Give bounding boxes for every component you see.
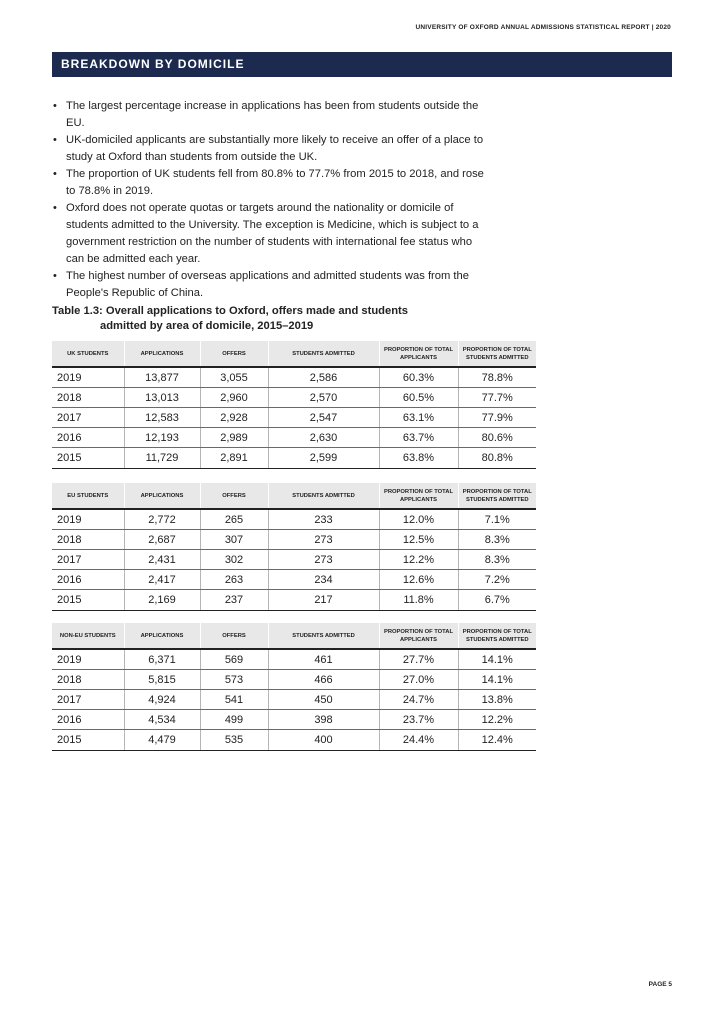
section-title: BREAKDOWN BY DOMICILE — [52, 52, 672, 77]
uk-students-table — [52, 341, 536, 469]
table-row — [52, 550, 536, 570]
year-cell: 2018 — [52, 388, 124, 408]
column-header: STUDENTS ADMITTED — [268, 341, 379, 367]
bullet-item: • UK-domiciled applicants are substantially more likely to receive an offer of a place to study at Oxford than students from outside the UK. — [52, 132, 492, 166]
table-row — [52, 590, 536, 611]
table-row — [52, 730, 536, 751]
table-cell: 2,417 — [124, 570, 200, 590]
table-header-row — [52, 623, 536, 649]
table-cell: 237 — [200, 590, 268, 611]
table-cell: 450 — [268, 690, 379, 710]
column-header: NON-EU STUDENTS — [52, 623, 124, 649]
table-cell: 6.7% — [458, 590, 536, 611]
table-cell: 302 — [200, 550, 268, 570]
table-cell: 6,371 — [124, 649, 200, 670]
table-cell: 2,586 — [268, 367, 379, 388]
table-cell: 11,729 — [124, 448, 200, 469]
table-cell: 7.1% — [458, 509, 536, 530]
table-cell: 77.7% — [458, 388, 536, 408]
column-header: STUDENTS ADMITTED — [268, 483, 379, 509]
table-cell: 24.4% — [379, 730, 458, 751]
year-cell: 2017 — [52, 690, 124, 710]
table-cell: 60.3% — [379, 367, 458, 388]
table-cell: 12.6% — [379, 570, 458, 590]
year-cell: 2019 — [52, 649, 124, 670]
table-cell: 23.7% — [379, 710, 458, 730]
table-cell: 273 — [268, 550, 379, 570]
table-cell: 78.8% — [458, 367, 536, 388]
column-header: PROPORTION OF TOTAL STUDENTS ADMITTED — [458, 483, 536, 509]
table-cell: 217 — [268, 590, 379, 611]
table-cell: 2,687 — [124, 530, 200, 550]
table-cell: 466 — [268, 670, 379, 690]
table-cell: 12.2% — [379, 550, 458, 570]
table-cell: 569 — [200, 649, 268, 670]
column-header: APPLICATIONS — [124, 483, 200, 509]
column-header: EU STUDENTS — [52, 483, 124, 509]
table-cell: 398 — [268, 710, 379, 730]
column-header: PROPORTION OF TOTAL STUDENTS ADMITTED — [458, 623, 536, 649]
running-header: UNIVERSITY OF OXFORD ANNUAL ADMISSIONS STATISTICAL REPORT | 2020 — [415, 24, 671, 31]
table-cell: 2,630 — [268, 428, 379, 448]
year-cell: 2017 — [52, 408, 124, 428]
table-caption-line2: admitted by area of domicile, 2015–2019 — [100, 320, 314, 332]
bullet-item: • Oxford does not operate quotas or targets around the nationality or domicile of students admitted to the University. The exception is Medicine, which is subject to a government restriction on the number of students with international fee status who can be admitted each year. — [52, 200, 492, 268]
table-row — [52, 428, 536, 448]
column-header: APPLICATIONS — [124, 341, 200, 367]
table-row — [52, 649, 536, 670]
table-cell: 77.9% — [458, 408, 536, 428]
year-cell: 2019 — [52, 509, 124, 530]
year-cell: 2018 — [52, 670, 124, 690]
table-cell: 499 — [200, 710, 268, 730]
table-cell: 265 — [200, 509, 268, 530]
table-caption — [52, 304, 492, 334]
table-cell: 80.6% — [458, 428, 536, 448]
column-header: PROPORTION OF TOTAL STUDENTS ADMITTED — [458, 341, 536, 367]
table-cell: 60.5% — [379, 388, 458, 408]
table-row — [52, 367, 536, 388]
year-cell: 2016 — [52, 710, 124, 730]
table-cell: 12.4% — [458, 730, 536, 751]
table-cell: 63.1% — [379, 408, 458, 428]
table-cell: 2,928 — [200, 408, 268, 428]
table-row — [52, 408, 536, 428]
table-cell: 27.7% — [379, 649, 458, 670]
column-header: OFFERS — [200, 341, 268, 367]
column-header: OFFERS — [200, 623, 268, 649]
eu-students-table — [52, 483, 536, 611]
table-cell: 307 — [200, 530, 268, 550]
table-row — [52, 570, 536, 590]
table-cell: 2,570 — [268, 388, 379, 408]
table-cell: 12,193 — [124, 428, 200, 448]
bullet-item: • The highest number of overseas applications and admitted students was from the People's Republic of China. — [52, 268, 492, 302]
table-cell: 4,534 — [124, 710, 200, 730]
table-cell: 2,960 — [200, 388, 268, 408]
table-cell: 12.5% — [379, 530, 458, 550]
table-cell: 14.1% — [458, 649, 536, 670]
table-cell: 2,431 — [124, 550, 200, 570]
table-row — [52, 448, 536, 469]
column-header: STUDENTS ADMITTED — [268, 623, 379, 649]
table-cell: 80.8% — [458, 448, 536, 469]
table-row — [52, 530, 536, 550]
column-header: PROPORTION OF TOTAL APPLICANTS — [379, 483, 458, 509]
year-cell: 2019 — [52, 367, 124, 388]
table-cell: 273 — [268, 530, 379, 550]
table-cell: 535 — [200, 730, 268, 751]
column-header: PROPORTION OF TOTAL APPLICANTS — [379, 341, 458, 367]
table-cell: 2,547 — [268, 408, 379, 428]
bullet-list — [52, 98, 492, 302]
table-header-row — [52, 483, 536, 509]
table-cell: 24.7% — [379, 690, 458, 710]
table-cell: 2,772 — [124, 509, 200, 530]
page-number: PAGE 5 — [648, 981, 672, 988]
table-row — [52, 388, 536, 408]
year-cell: 2015 — [52, 448, 124, 469]
column-header: OFFERS — [200, 483, 268, 509]
table-cell: 573 — [200, 670, 268, 690]
table-header-row — [52, 341, 536, 367]
table-cell: 2,989 — [200, 428, 268, 448]
table-cell: 400 — [268, 730, 379, 751]
year-cell: 2016 — [52, 570, 124, 590]
table-row — [52, 509, 536, 530]
table-cell: 8.3% — [458, 550, 536, 570]
year-cell: 2017 — [52, 550, 124, 570]
table-caption-line1: Table 1.3: Overall applications to Oxford, offers made and students — [52, 305, 409, 317]
non-eu-students-table — [52, 623, 536, 751]
table-cell: 13,013 — [124, 388, 200, 408]
table-cell: 63.8% — [379, 448, 458, 469]
table-cell: 4,479 — [124, 730, 200, 751]
column-header: UK STUDENTS — [52, 341, 124, 367]
table-cell: 263 — [200, 570, 268, 590]
table-cell: 7.2% — [458, 570, 536, 590]
table-cell: 12,583 — [124, 408, 200, 428]
table-row — [52, 670, 536, 690]
table-cell: 63.7% — [379, 428, 458, 448]
year-cell: 2018 — [52, 530, 124, 550]
table-cell: 2,169 — [124, 590, 200, 611]
table-cell: 13,877 — [124, 367, 200, 388]
table-cell: 234 — [268, 570, 379, 590]
year-cell: 2015 — [52, 590, 124, 611]
bullet-item: • The largest percentage increase in applications has been from students outside the EU. — [52, 98, 492, 132]
table-cell: 4,924 — [124, 690, 200, 710]
table-cell: 461 — [268, 649, 379, 670]
table-row — [52, 690, 536, 710]
year-cell: 2015 — [52, 730, 124, 751]
table-cell: 12.0% — [379, 509, 458, 530]
table-row — [52, 710, 536, 730]
table-cell: 3,055 — [200, 367, 268, 388]
table-cell: 233 — [268, 509, 379, 530]
table-cell: 27.0% — [379, 670, 458, 690]
table-cell: 5,815 — [124, 670, 200, 690]
bullet-item: • The proportion of UK students fell from 80.8% to 77.7% from 2015 to 2018, and rose to 78.8% in 2019. — [52, 166, 492, 200]
column-header: APPLICATIONS — [124, 623, 200, 649]
table-cell: 14.1% — [458, 670, 536, 690]
table-cell: 13.8% — [458, 690, 536, 710]
table-cell: 11.8% — [379, 590, 458, 611]
year-cell: 2016 — [52, 428, 124, 448]
table-cell: 2,891 — [200, 448, 268, 469]
table-cell: 12.2% — [458, 710, 536, 730]
column-header: PROPORTION OF TOTAL APPLICANTS — [379, 623, 458, 649]
table-cell: 8.3% — [458, 530, 536, 550]
table-cell: 2,599 — [268, 448, 379, 469]
table-cell: 541 — [200, 690, 268, 710]
